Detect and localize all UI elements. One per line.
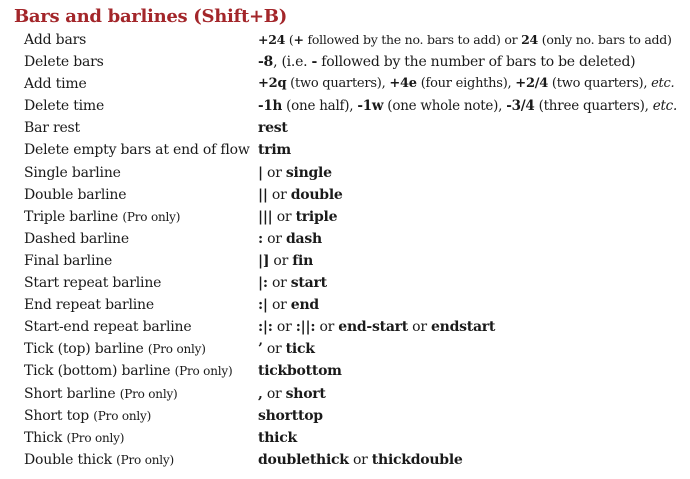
section-heading: Bars and barlines (Shift+B): [14, 6, 287, 27]
syntax-token: |||: [258, 208, 273, 225]
syntax-token: :|: [258, 297, 268, 314]
shortcut-table: [0, 29, 690, 471]
command-label: Short barline: [24, 385, 116, 402]
syntax-token: +2/4: [515, 76, 549, 92]
table-row: [0, 95, 690, 117]
table-row: [0, 449, 690, 471]
syntax-token: tick: [285, 341, 315, 358]
command-syntax: [258, 206, 337, 228]
table-row: [0, 139, 690, 161]
command-syntax: [258, 316, 495, 338]
command-syntax: [258, 29, 672, 51]
command-name: [24, 95, 104, 117]
table-row: [0, 250, 690, 272]
command-label: Dashed barline: [24, 230, 129, 247]
syntax-token: +24: [258, 32, 286, 47]
syntax-text: (two quarters),: [548, 76, 652, 92]
pro-only-note: (Pro only): [93, 408, 152, 423]
command-name: [24, 51, 104, 73]
syntax-token: start: [290, 275, 327, 292]
command-name: [24, 449, 174, 471]
syntax-text: followed by the number of bars to be deleted): [317, 54, 636, 71]
command-label: Start repeat barline: [24, 275, 162, 292]
command-syntax: [258, 360, 342, 382]
syntax-token: -1w: [357, 98, 384, 115]
table-row: [0, 51, 690, 73]
table-row: [0, 184, 690, 206]
table-row: [0, 427, 690, 449]
table-row: [0, 316, 690, 338]
command-label: Delete bars: [24, 54, 104, 71]
syntax-token: doublethick: [258, 451, 349, 468]
syntax-token: +: [293, 32, 304, 47]
syntax-token: rest: [258, 120, 288, 137]
table-row: [0, 360, 690, 382]
syntax-token: tickbottom: [258, 363, 342, 380]
syntax-token: end: [290, 297, 319, 314]
syntax-token: -1h: [258, 98, 283, 115]
command-name: [24, 427, 124, 449]
command-name: [24, 272, 161, 294]
command-syntax: [258, 405, 323, 427]
syntax-text: (four eighths),: [416, 76, 516, 92]
syntax-token: trim: [258, 142, 291, 159]
command-label: Bar rest: [24, 120, 80, 137]
command-name: [24, 250, 112, 272]
table-row: [0, 162, 690, 184]
syntax-text: or: [269, 252, 293, 269]
pro-only-note: (Pro only): [174, 364, 233, 379]
command-syntax: [258, 250, 313, 272]
table-row: [0, 338, 690, 360]
syntax-token: dash: [285, 230, 322, 247]
command-syntax: [258, 139, 291, 161]
table-row: [0, 73, 690, 95]
syntax-text: or: [262, 385, 286, 402]
syntax-token: 24: [521, 32, 538, 47]
syntax-token: :|:: [258, 319, 273, 336]
command-syntax: [258, 272, 327, 294]
syntax-token: |: [258, 164, 263, 181]
command-name: [24, 405, 151, 427]
command-label: Triple barline: [24, 208, 119, 225]
command-syntax: [258, 162, 332, 184]
table-row: [0, 272, 690, 294]
syntax-token: short: [285, 385, 326, 402]
command-label: Single barline: [24, 164, 121, 181]
pro-only-note: (Pro only): [119, 386, 178, 401]
table-row: [0, 405, 690, 427]
syntax-token: -8: [258, 54, 274, 71]
command-label: Double thick: [24, 451, 112, 468]
syntax-text: (one half),: [282, 98, 358, 115]
syntax-text: or: [267, 275, 291, 292]
table-row: [0, 29, 690, 51]
command-label: End repeat barline: [24, 297, 154, 314]
syntax-token: ||: [258, 186, 268, 203]
command-name: [24, 29, 86, 51]
syntax-text: (only no. bars to add): [538, 32, 672, 47]
syntax-token: double: [290, 186, 343, 203]
command-label: Start-end repeat barline: [24, 319, 192, 336]
syntax-token: endstart: [431, 319, 496, 336]
syntax-text: (: [285, 32, 294, 47]
syntax-token: :: [258, 230, 263, 247]
pro-only-note: (Pro only): [66, 430, 125, 445]
syntax-text: or: [272, 319, 296, 336]
syntax-token: :||:: [295, 319, 316, 336]
syntax-text: (one whole note),: [383, 98, 507, 115]
table-row: [0, 228, 690, 250]
syntax-token: fin: [292, 252, 314, 269]
command-syntax: [258, 228, 322, 250]
table-row: [0, 294, 690, 316]
command-syntax: [258, 184, 343, 206]
command-syntax: [258, 338, 315, 360]
table-row: [0, 117, 690, 139]
command-label: Tick (bottom) barline: [24, 363, 171, 380]
syntax-text: (two quarters),: [286, 76, 390, 92]
syntax-text: or: [348, 451, 372, 468]
syntax-token: |:: [258, 275, 268, 292]
syntax-text: or: [262, 230, 286, 247]
command-name: [24, 228, 129, 250]
syntax-text: or: [267, 186, 291, 203]
pro-only-note: (Pro only): [122, 209, 181, 224]
command-label: Final barline: [24, 252, 113, 269]
command-syntax: [258, 117, 288, 139]
command-label: Short top: [24, 407, 90, 424]
command-name: [24, 117, 80, 139]
syntax-token: single: [285, 164, 332, 181]
command-name: [24, 162, 121, 184]
command-syntax: [258, 51, 635, 73]
command-name: [24, 73, 87, 95]
syntax-text: (three quarters),: [534, 98, 653, 115]
command-syntax: [258, 449, 463, 471]
table-row: [0, 206, 690, 228]
command-name: [24, 206, 180, 228]
syntax-token: ,: [258, 385, 263, 402]
pro-only-note: (Pro only): [147, 342, 206, 357]
syntax-token: thickdouble: [371, 451, 463, 468]
command-label: Double barline: [24, 186, 127, 203]
command-name: [24, 316, 191, 338]
command-name: [24, 294, 154, 316]
syntax-token: -: [311, 54, 318, 71]
syntax-text: etc.: [651, 76, 675, 92]
syntax-text: or: [267, 297, 291, 314]
command-name: [24, 139, 250, 161]
command-label: Thick: [24, 429, 63, 446]
command-syntax: [258, 95, 677, 117]
syntax-token: thick: [258, 429, 297, 446]
table-row: [0, 383, 690, 405]
command-label: Delete time: [24, 98, 105, 115]
syntax-text: or: [262, 341, 286, 358]
syntax-text: or: [272, 208, 296, 225]
syntax-token: end-start: [338, 319, 408, 336]
syntax-text: followed by the no. bars to add) or: [303, 32, 522, 47]
command-label: Add bars: [24, 32, 87, 48]
syntax-token: ’: [258, 341, 263, 358]
command-syntax: [258, 383, 326, 405]
pro-only-note: (Pro only): [116, 452, 174, 467]
command-name: [24, 184, 126, 206]
command-label: Delete empty bars at end of flow: [24, 142, 250, 159]
command-syntax: [258, 73, 674, 95]
syntax-text: or: [262, 164, 286, 181]
syntax-token: shorttop: [258, 407, 323, 424]
syntax-token: triple: [295, 208, 338, 225]
command-label: Tick (top) barline: [24, 341, 144, 358]
syntax-token: +4e: [389, 76, 417, 92]
command-name: [24, 338, 206, 360]
syntax-text: , (i.e.: [273, 54, 312, 71]
syntax-text: or: [407, 319, 432, 336]
syntax-text: etc.: [652, 98, 677, 115]
command-name: [24, 360, 232, 382]
command-label: Add time: [24, 76, 87, 93]
syntax-token: |]: [258, 252, 270, 269]
command-name: [24, 383, 178, 405]
syntax-token: -3/4: [506, 98, 535, 115]
command-syntax: [258, 427, 297, 449]
syntax-text: or: [315, 319, 339, 336]
command-syntax: [258, 294, 319, 316]
syntax-token: +2q: [258, 76, 287, 92]
